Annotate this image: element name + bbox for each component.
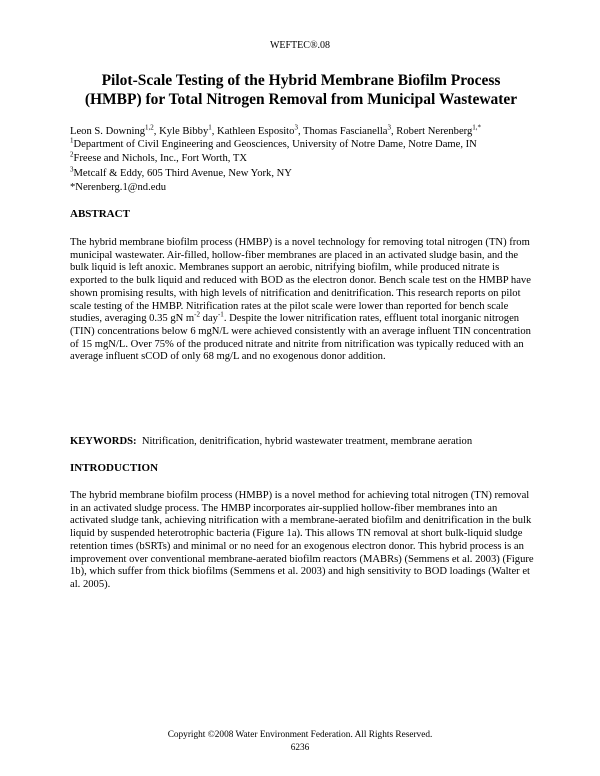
author-name: , Thomas Fascianella [297, 126, 388, 137]
abstract-text: . Despite the lower nitrification rates, effluent total inorganic nitrogen (TIN) concentrations below 6 mgN/L were achieved consistently with an average influent TIN concentration of 15 mgN/L. Over 75% of the produced nitrate and nitrite from nitrification was typically reduced with an average influent sCOD of only 68 mg/L and no exogenous donor addition. [70, 313, 531, 363]
affiliation-1 [70, 138, 540, 151]
keywords-text: Nitrification, denitrification, hybrid wastewater treatment, membrane aeration [136, 436, 473, 447]
corresponding-email: *Nerenberg.1@nd.edu [70, 181, 167, 193]
affiliation-mark: 1 [70, 136, 74, 145]
abstract-body [70, 237, 534, 364]
abstract-text: The hybrid membrane biofilm process (HMBP) is a novel technology for removing total nitrogen (TN) from municipal wastewater. Air-filled, hollow-fiber membranes are placed in an activated sludge basin, and the bulk liquid is left anoxic. Membranes support an aerobic, nitrifying biofilm, while produced nitrate is exported to the bulk liquid and reduced with BOD as the electron donor. Bench scale test on the HMBP have shown promising results, with high levels of nitrification and denitrification. This research reports on pilot scale testing of the HMBP. Nitrification rates at the pilot scale were lower than reported for bench scale studies, averaging 0.35 gN m [70, 237, 531, 325]
copyright-notice: Copyright ©2008 Water Environment Federation. All Rights Reserved. [167, 730, 433, 740]
abstract-heading: ABSTRACT [70, 208, 130, 220]
affiliation-text: Department of Civil Engineering and Geosciences, University of Notre Dame, Notre Dame, IN [73, 139, 477, 151]
author-affiliation-mark: 1,* [472, 123, 482, 132]
title-line-1: Pilot-Scale Testing of the Hybrid Membrane Biofilm Process [101, 72, 501, 89]
author-affiliation-mark: 1,2 [145, 123, 154, 132]
author-affiliation-mark: 1 [208, 123, 212, 132]
running-header: WEFTEC®.08 [269, 40, 331, 51]
title-line-2: (HMBP) for Total Nitrogen Removal from Municipal Wastewater [84, 91, 518, 108]
affiliation-2 [70, 152, 540, 165]
keywords-label: KEYWORDS: [70, 436, 137, 447]
unit-exponent: -1 [217, 310, 224, 319]
author-affiliation-mark: 3 [387, 123, 391, 132]
author-affiliation-mark: 3 [294, 123, 298, 132]
keywords [70, 436, 534, 447]
page-footer [0, 729, 600, 755]
unit-exponent: -2 [194, 310, 201, 319]
paper-title [70, 71, 532, 109]
affiliation-text: Metcalf & Eddy, 605 Third Avenue, New York, NY [73, 168, 292, 180]
introduction-heading: INTRODUCTION [70, 462, 159, 474]
author-name: , Kathleen Esposito [211, 126, 295, 137]
affiliation-mark: 3 [70, 165, 74, 174]
author-name: Leon S. Downing [70, 126, 146, 137]
author-block [70, 125, 540, 194]
page-number: 6236 [290, 743, 310, 753]
affiliation-mark: 2 [70, 150, 74, 159]
author-name: , Robert Nerenberg [390, 126, 473, 137]
affiliation-3 [70, 167, 540, 180]
abstract-text: day [200, 313, 218, 325]
introduction-body: The hybrid membrane biofilm process (HMBP) is a novel method for achieving total nitrogen (TN) removal in an activated sludge process. The HMBP incorporates air-supplied hollow-fiber membranes into an activated sludge tank, achieving nitrification with a membrane-aerated biofilm and denitrification in the bulk liquid by suspended heterotrophic bacteria (Figure 1a). This allows TN removal at short bulk-liquid sludge retention times (bSRTs) and minimal or no need for an exogenous electron donor. This hybrid process is an improvement over conventional membrane-aerated biofilm reactors (MABRs) (Semmens et al. 2003) (Figure 1b), which suffer from thick biofilms (Semmens et al. 2003) and high sensitivity to BOD loadings (Walter et al. 2005). [70, 490, 534, 590]
author-name: , Kyle Bibby [153, 126, 209, 137]
author-list [70, 125, 540, 138]
affiliation-text: Freese and Nichols, Inc., Fort Worth, TX [73, 152, 248, 164]
